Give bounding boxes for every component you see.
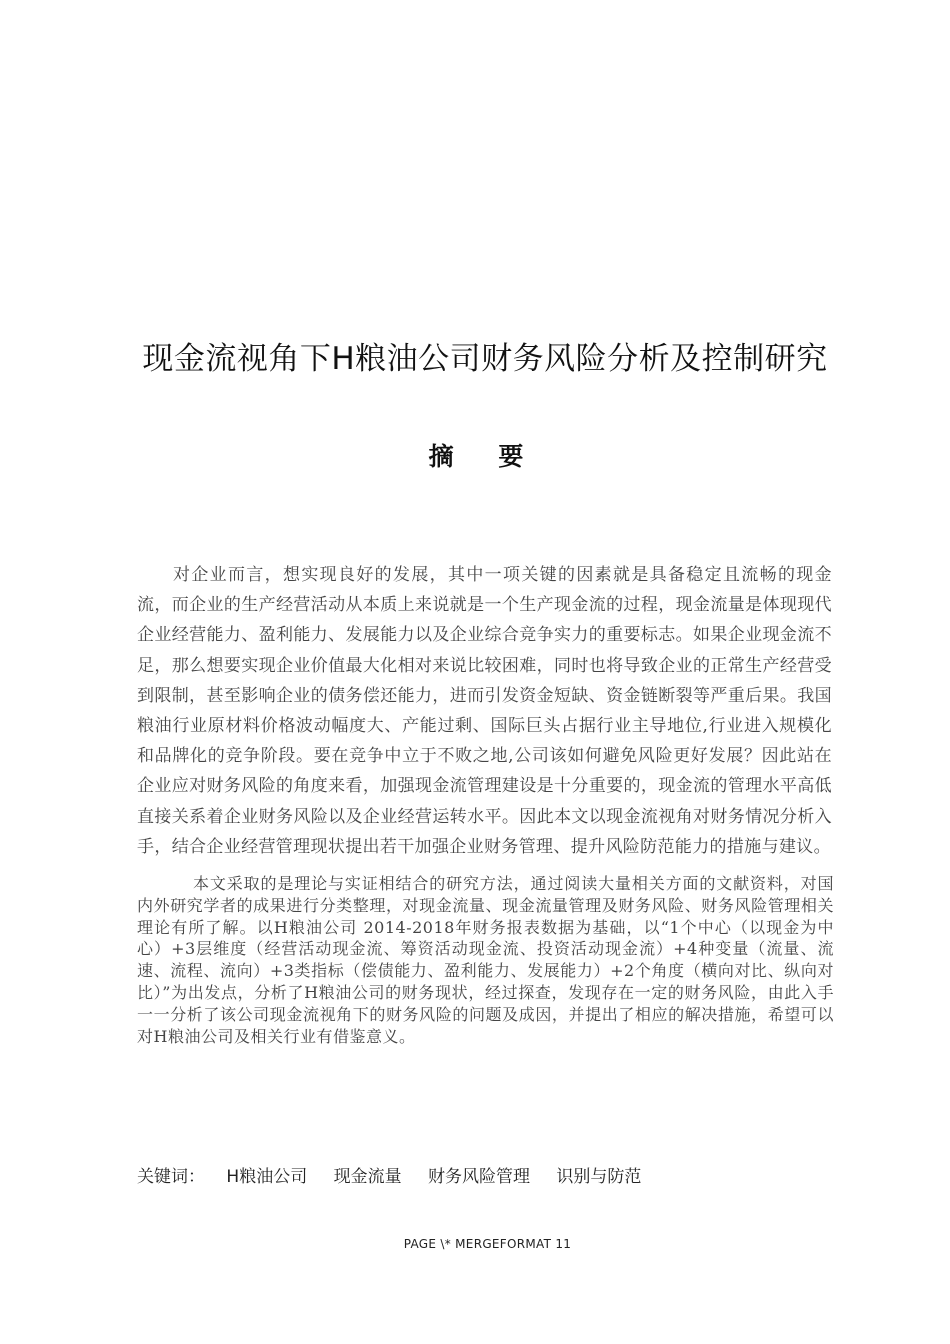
abstract-heading: 摘 要: [428, 442, 542, 471]
abstract-paragraph-1: 对企业而言，想实现良好的发展，其中一项关键的因素就是具备稳定且流畅的现金流，而企业的生产经营活动从本质上来说就是一个生产现金流的过程，现金流量是体现现代企业经营能力、盈利能力、发展能力以及企业综合竞争实力的重要标志。如果企业现金流不足，那么想要实现企业价值最大化相对来说比较困难，同时也将导致企业的正常生产经营受到限制，甚至影响企业的债务偿还能力，进而引发资金短缺、资金链断裂等严重后果。我国粮油行业原材料价格波动幅度大、产能过剩、国际巨头占据行业主导地位,行业进入规模化和品牌化的竞争阶段。要在竞争中立于不败之地,公司该如何避免风险更好发展？因此站在企业应对财务风险的角度来看，加强现金流管理建设是十分重要的，现金流的管理水平高低直接关系着企业财务风险以及企业经营运转水平。因此本文以现金流视角对财务情况分析入手，结合企业经营管理现状提出若干加强企业财务管理、提升风险防范能力的措施与建议。: [137, 565, 832, 857]
keyword-item: 现金流量: [333, 1167, 402, 1187]
keywords-line: [137, 1162, 662, 1187]
keyword-item: 财务风险管理: [428, 1167, 531, 1187]
keyword-item: 识别与防范: [556, 1167, 642, 1187]
keyword-item: H粮油公司: [226, 1167, 308, 1187]
abstract-paragraph-2: 本文采取的是理论与实证相结合的研究方法，通过阅读大量相关方面的文献资料，对国内外研究学者的成果进行分类整理，对现金流量、现金流量管理及财务风险、财务风险管理相关理论有所了解。以H粮油公司 2014-2018年财务报表数据为基础，以“1个中心（以现金为中心）+3层维度（经营活动现金流、筹资活动现金流、投资活动现金流）+4种变量（流量、流速、流程、流向）+3类指标（偿债能力、盈利能力、发展能力）+2个角度（横向对比、纵向对比）”为出发点，分析了H粮油公司的财务现状，经过探查，发现存在一定的财务风险，由此入手一一分析了该公司现金流视角下的财务风险的问题及成因，并提出了相应的解决措施，希望可以对H粮油公司及相关行业有借鉴意义。: [137, 874, 834, 1046]
keywords-label: 关键词：: [137, 1167, 205, 1187]
page-footer: PAGE \* MERGEFORMAT 11: [403, 1237, 572, 1251]
document-title: 现金流视角下H粮油公司财务风险分析及控制研究: [142, 341, 828, 377]
